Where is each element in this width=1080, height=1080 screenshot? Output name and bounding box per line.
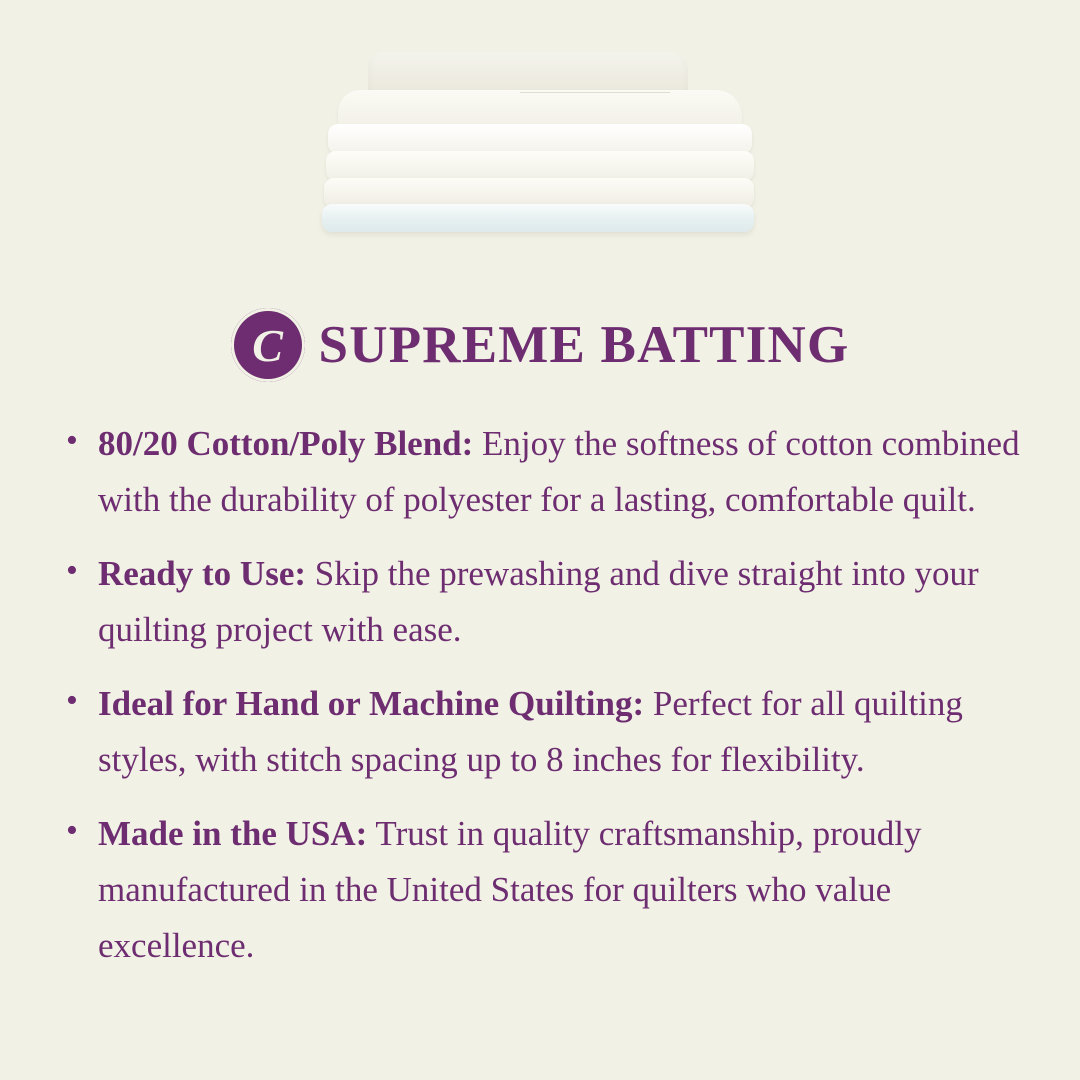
feature-heading: 80/20 Cotton/Poly Blend:	[98, 424, 474, 463]
list-item	[58, 546, 1028, 658]
batting-stack-illustration	[320, 52, 760, 232]
page-title: SUPREME BATTING	[318, 316, 850, 374]
brand-logo-icon: C	[231, 308, 305, 382]
feature-list	[58, 416, 1028, 974]
feature-body: Trust in quality craftsmanship, proudly manufactured in the United States for quilters who value excellence.	[98, 814, 922, 965]
feature-body: Enjoy the softness of cotton combined with the durability of polyester for a lasting, comfortable quilt.	[98, 424, 1020, 519]
feature-body: Perfect for all quilting styles, with stitch spacing up to 8 inches for flexibility.	[98, 684, 963, 779]
batting-layer-2	[326, 151, 754, 181]
feature-heading: Made in the USA:	[98, 814, 368, 853]
list-item	[58, 676, 1028, 788]
list-item	[58, 806, 1028, 974]
batting-layer-1	[328, 124, 752, 154]
list-item	[58, 416, 1028, 528]
brand-title-row	[0, 308, 1080, 382]
feature-heading: Ready to Use:	[98, 554, 307, 593]
feature-body: Skip the prewashing and dive straight into your quilting project with ease.	[98, 554, 979, 649]
batting-layer-4	[322, 204, 754, 232]
fold-crease	[520, 92, 670, 93]
product-image	[0, 0, 1080, 280]
feature-heading: Ideal for Hand or Machine Quilting:	[98, 684, 645, 723]
